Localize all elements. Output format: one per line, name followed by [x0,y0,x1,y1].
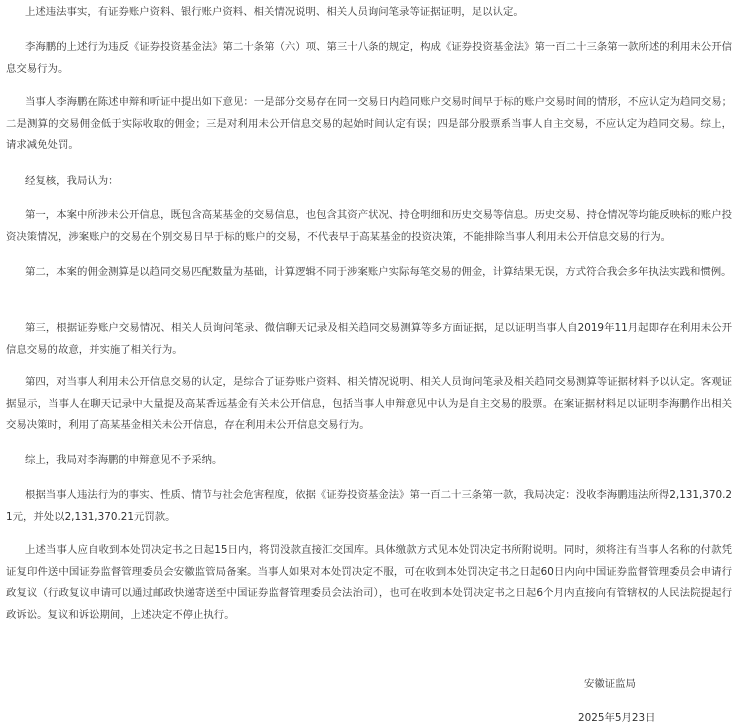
paragraph-violation: 李海鹏的上述行为违反《证券投资基金法》第二十条第（六）项、第三十八条的规定，构成《证券投资基金法》第一百二十三条第一款所述的利用未公开信息交易行为。 [6,41,732,75]
paragraph-review-second: 第二，本案的佣金测算是以趋同交易匹配数量为基础，计算逻辑不同于涉案账户实际每笔交易的佣金，计算结果无误，方式符合我会多年执法实践和惯例。 [25,266,732,278]
paragraph-decision: 根据当事人违法行为的事实、性质、情节与社会危害程度，依据《证券投资基金法》第一百二十三条第一款，我局决定：没收李海鹏违法所得2,131,370.21元，并处以2,131,370.21元罚款。 [6,489,733,523]
paragraph-evidence: 上述违法事实，有证券账户资料、银行账户资料、相关情况说明、相关人员询问笔录等证据证明，足以认定。 [25,6,524,18]
paragraph-review-first: 第一，本案中所涉未公开信息，既包含高某基金的交易信息，也包含其资产状况、持仓明细和历史交易等信息。历史交易、持仓情况等均能反映标的账户投资决策情况，涉案账户的交易在个别交易日早于标的账户的交易，不代表早于高某基金的投资决策，不能排除当事人利用未公开信息交易的行为。 [6,209,732,243]
paragraph-review-fourth: 第四，对当事人利用未公开信息交易的认定，是综合了证券账户资料、相关情况说明、相关人员询问笔录及相关趋同交易测算等证据材料予以认定。客观证据显示，当事人在聊天记录中大量提及高某香远基金有关未公开信息，包括当事人申辩意见中认为是自主交易的股票。在案证据材料足以证明李海鹏作出相关交易决策时，利用了高某基金相关未公开信息，存在利用未公开信息交易行为。 [6,376,732,431]
paragraph-review-intro: 经复核，我局认为： [25,175,119,187]
paragraph-defense-opinions: 当事人李海鹏在陈述申辩和听证中提出如下意见：一是部分交易存在同一交易日内趋同账户交易时间早于标的账户交易时间的情形，不应认定为趋同交易；二是测算的交易佣金低于实际收取的佣金；三是对利用未公开信息交易的起始时间认定有误；四是部分股票系当事人自主交易，不应认定为趋同交易。综上，请求减免处罚。 [6,96,732,151]
signing-authority: 安徽证监局 [584,678,636,690]
paragraph-payment-and-appeal: 上述当事人应自收到本处罚决定书之日起15日内，将罚没款直接汇交国库。具体缴款方式见本处罚决定书所附说明。同时，须将注有当事人名称的付款凭证复印件送中国证券监督管理委员会安徽监管局备案。当事人如果对本处罚决定不服，可在收到本处罚决定书之日起60日内向中国证券监督管理委员会申请行政复议（行政复议申请可以通过邮政快递寄送至中国证券监督管理委员会法治司），也可在收到本处罚决定书之日起6个月内直接向有管辖权的人民法院提起行政诉讼。复议和诉讼期间，上述决定不停止执行。 [6,544,732,621]
signing-date: 2025年5月23日 [578,712,656,724]
paragraph-review-third: 第三，根据证券账户交易情况、相关人员询问笔录、微信聊天记录及相关趋同交易测算等多方面证据，足以证明当事人自2019年11月起即存在利用未公开信息交易的故意，并实施了相关行为。 [6,322,732,356]
paragraph-conclusion: 综上，我局对李海鹏的申辩意见不予采纳。 [25,454,223,466]
